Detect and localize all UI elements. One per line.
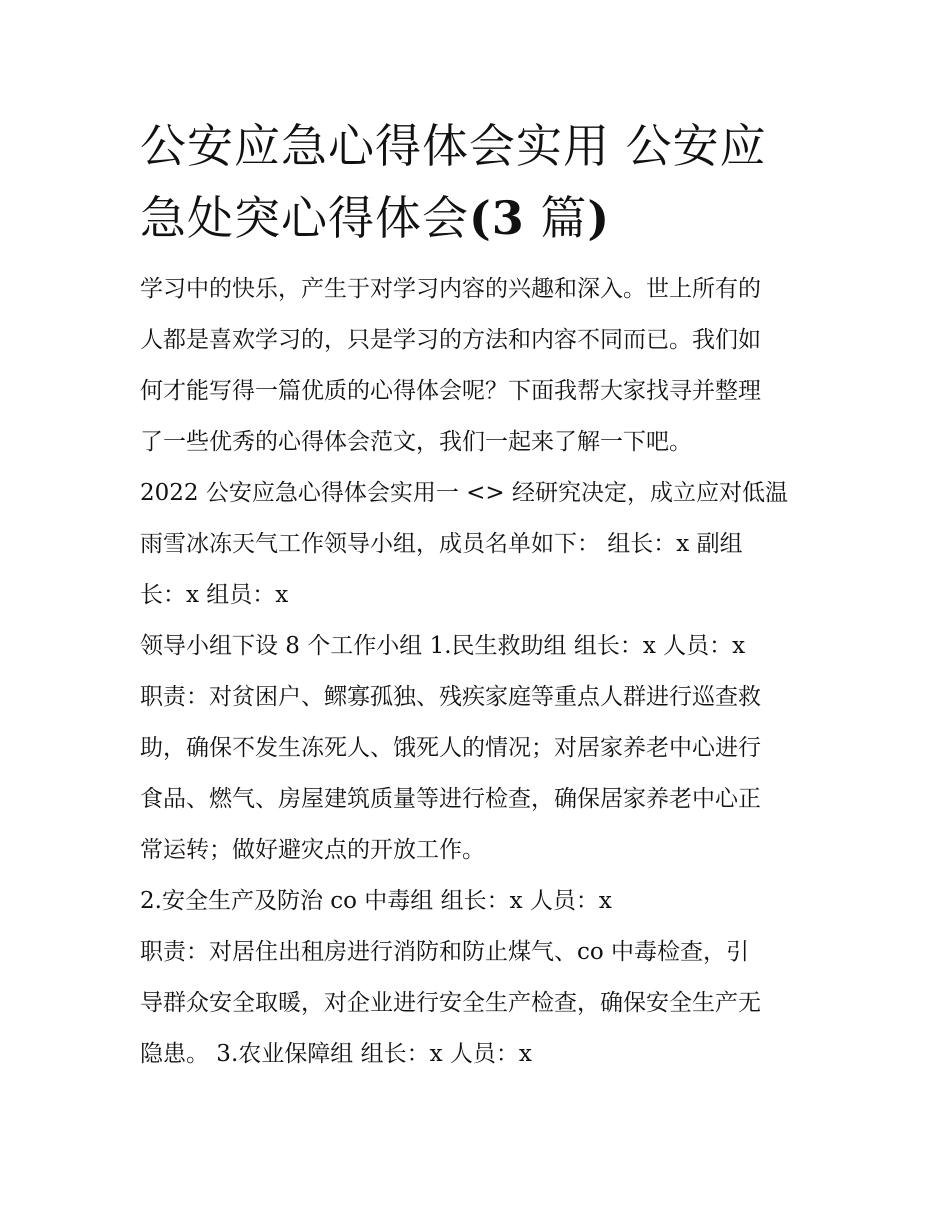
- text-line: 职责：对居住出租房进行消防和防止煤气、co 中毒检查，引: [140, 939, 750, 965]
- paragraph-decision: [140, 468, 812, 621]
- text-line: 雨雪冰冻天气工作领导小组，成员名单如下： 组长：x 副组: [140, 531, 743, 557]
- document-page: [140, 110, 812, 1080]
- paragraph-duties-2: [140, 927, 812, 1080]
- title-line-2: [140, 182, 812, 254]
- text-line: 何才能写得一篇优质的心得体会呢？下面我帮大家找寻并整理: [140, 378, 761, 404]
- text-line: 长：x 组员：x: [140, 582, 289, 608]
- text-line: 学习中的快乐，产生于对学习内容的兴趣和深入。世上所有的: [140, 276, 761, 302]
- paragraph-intro: [140, 264, 812, 468]
- title-line-1: 公安应急心得体会实用 公安应: [140, 119, 767, 173]
- text-line: 常运转；做好避灾点的开放工作。: [140, 837, 485, 863]
- title-count-open: (3: [469, 191, 525, 245]
- paragraph-duties-1: [140, 672, 812, 876]
- text-line: 隐患。 3.农业保障组 组长：x 人员：x: [140, 1041, 532, 1067]
- text-line: 2022 公安应急心得体会实用一 <> 经研究决定，成立应对低温: [140, 480, 789, 506]
- paragraph-subgroups: [140, 621, 812, 672]
- text-line: 人都是喜欢学习的，只是学习的方法和内容不同而已。我们如: [140, 327, 761, 353]
- text-line: 职责：对贫困户、鳏寡孤独、残疾家庭等重点人群进行巡查救: [140, 684, 761, 710]
- text-line: 2.安全生产及防治 co 中毒组 组长：x 人员：x: [140, 888, 612, 914]
- document-body: [140, 264, 812, 1080]
- title-count-unit: 篇: [524, 191, 588, 245]
- text-line: 领导小组下设 8 个工作小组 1.民生救助组 组长：x 人员：x: [140, 633, 746, 659]
- title-line-2-text: 急处突心得体会: [140, 191, 469, 245]
- document-title: [140, 110, 812, 254]
- title-count-close: ): [587, 191, 611, 245]
- text-line: 食品、燃气、房屋建筑质量等进行检查，确保居家养老中心正: [140, 786, 761, 812]
- text-line: 助，确保不发生冻死人、饿死人的情况；对居家养老中心进行: [140, 735, 761, 761]
- text-line: 导群众安全取暖，对企业进行安全生产检查，确保安全生产无: [140, 990, 761, 1016]
- paragraph-group-2: [140, 876, 812, 927]
- text-line: 了一些优秀的心得体会范文，我们一起来了解一下吧。: [140, 429, 692, 455]
